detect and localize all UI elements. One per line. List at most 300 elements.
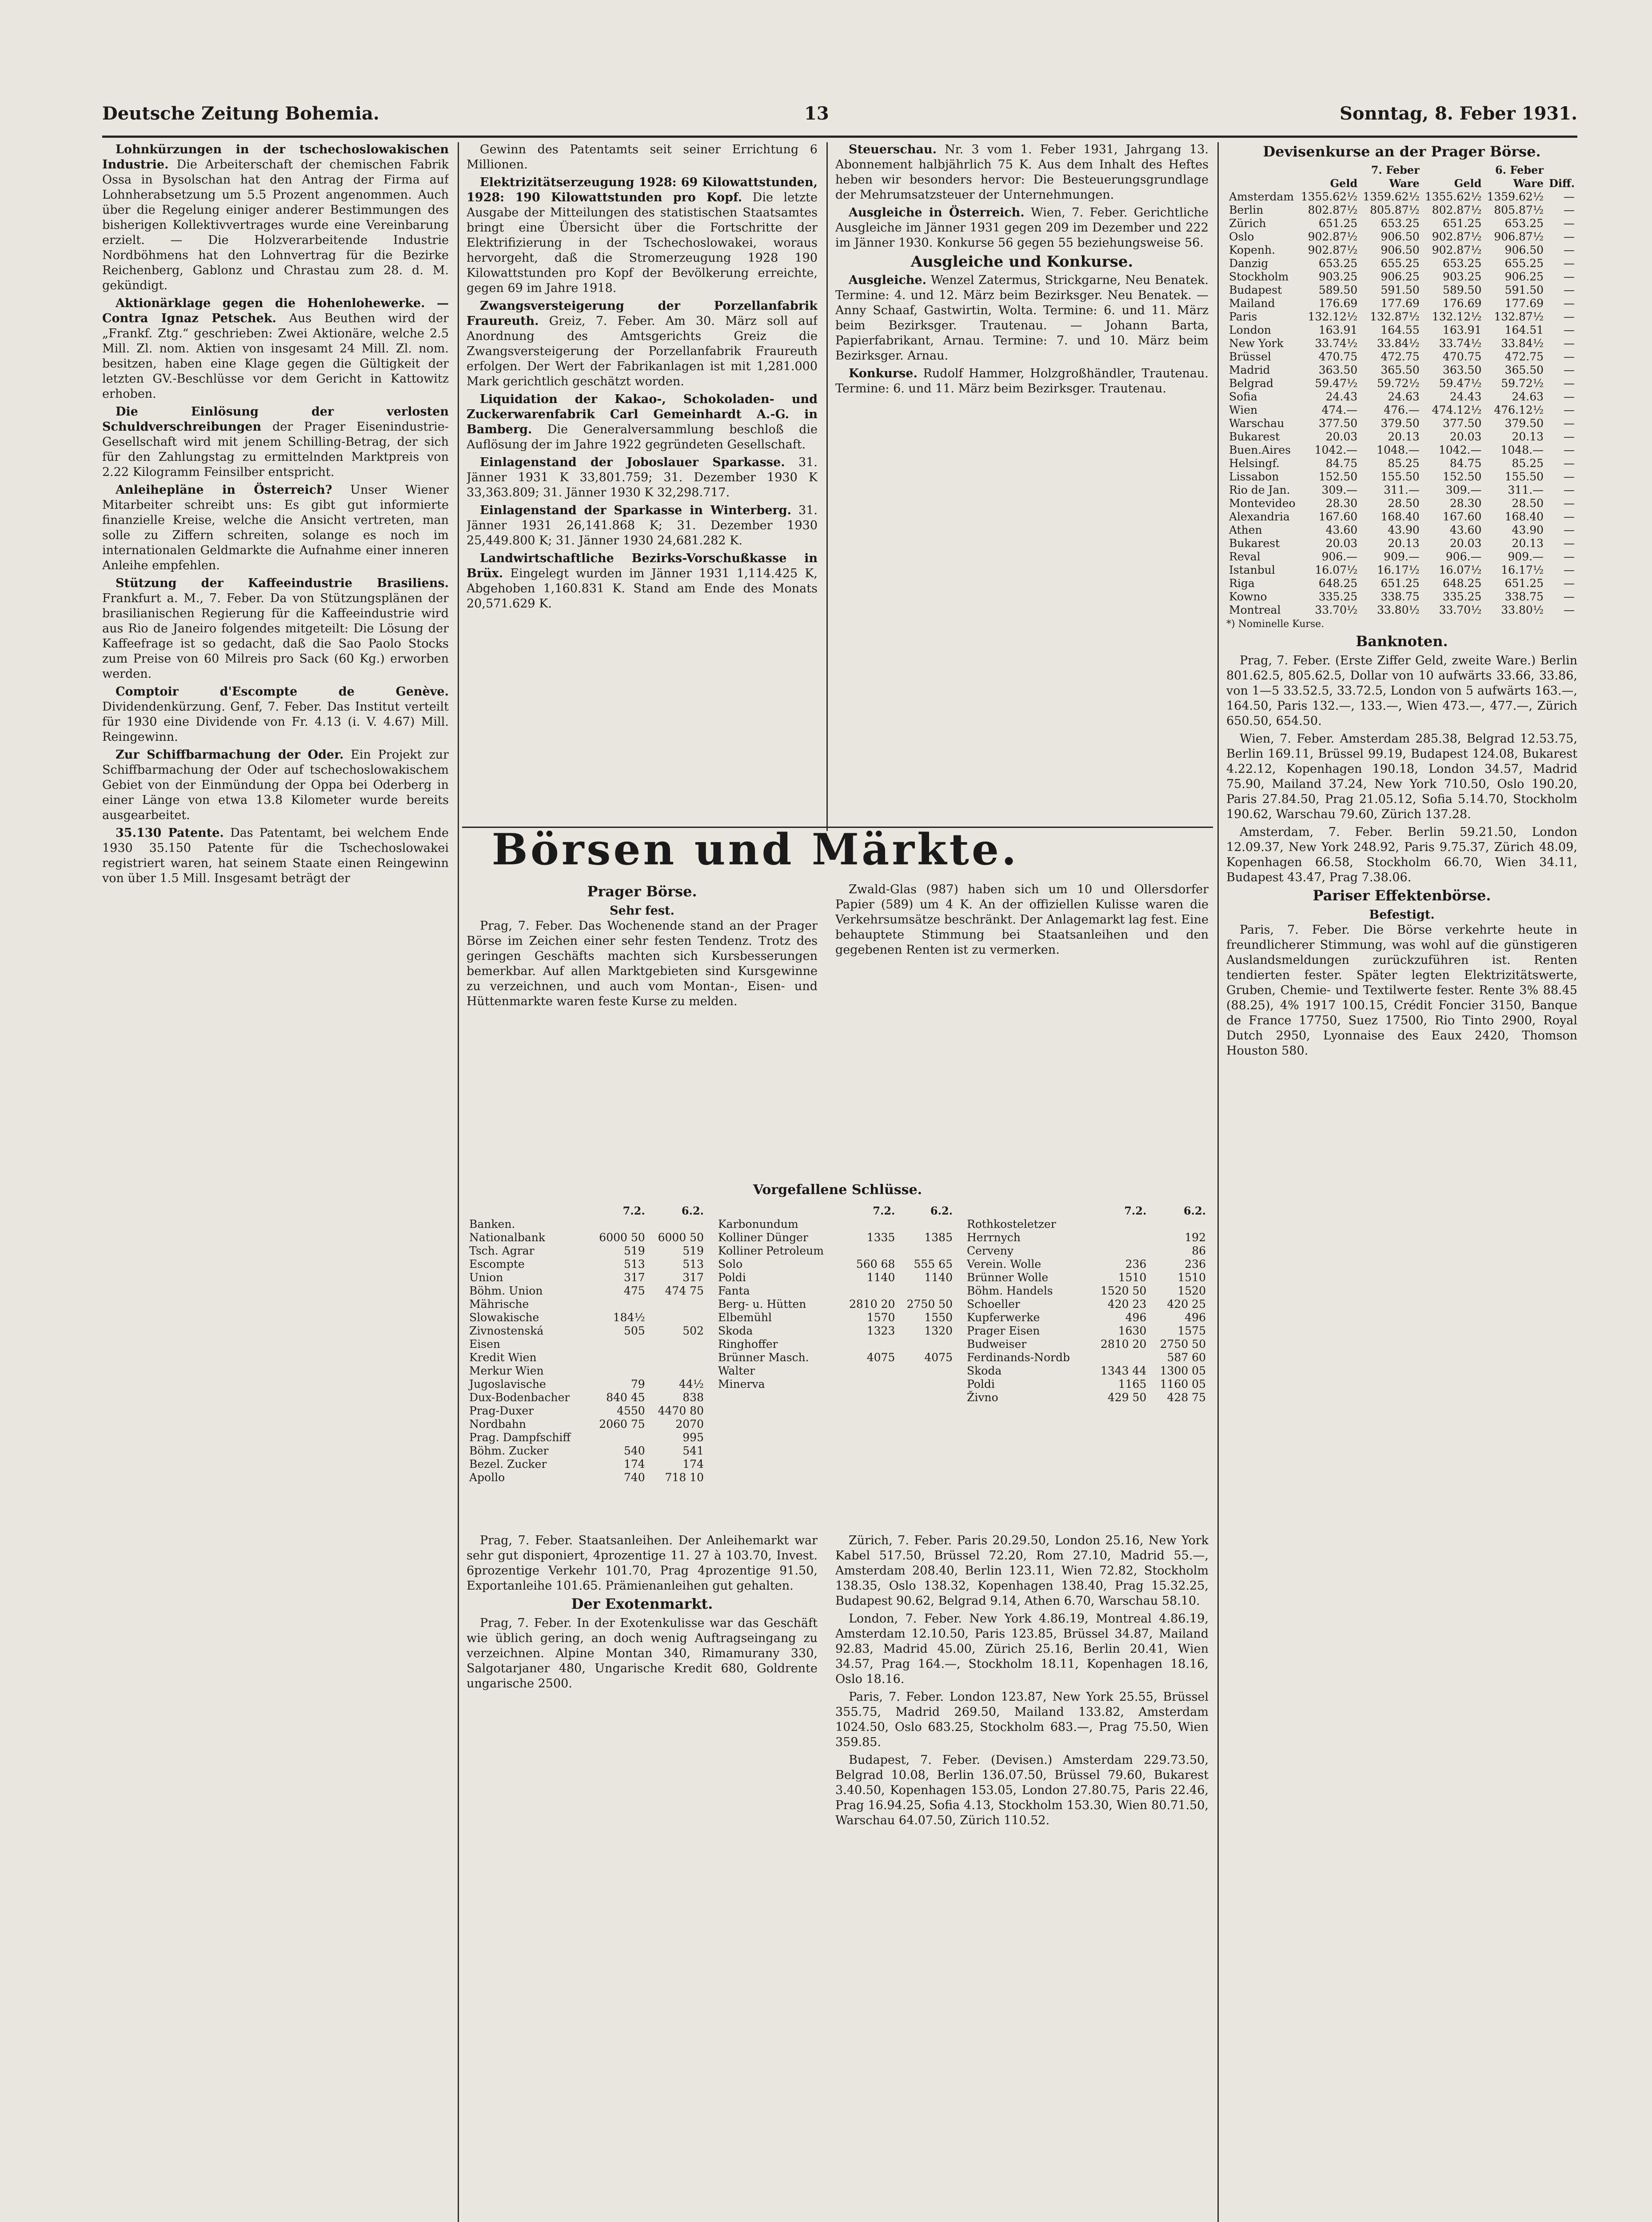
table-cell: Sofia xyxy=(1229,390,1257,403)
table-cell: 33.74½ xyxy=(1439,337,1482,350)
stock-table-a xyxy=(467,1204,706,1524)
table-cell: 2750 50 xyxy=(906,1298,953,1311)
table-cell: 33.70½ xyxy=(1315,603,1358,616)
table-cell: 1630 xyxy=(1118,1324,1147,1337)
table-cell: 152.50 xyxy=(1442,470,1482,483)
table-cell: — xyxy=(1564,470,1575,483)
table-cell: 377.50 xyxy=(1318,417,1358,430)
table-row xyxy=(964,1391,1209,1404)
table-row xyxy=(467,1431,706,1444)
table-cell: 164.51 xyxy=(1504,324,1544,336)
table-cell: London xyxy=(1229,324,1271,336)
table-cell: 2070 xyxy=(675,1418,704,1431)
column-1 xyxy=(102,142,449,2222)
table-row xyxy=(1226,404,1577,417)
table-cell: 6000 50 xyxy=(599,1231,645,1244)
table-cell: 174 xyxy=(623,1458,645,1471)
article-heading: Elektrizitätserzeugung 1928: 69 Kilowattstunden, 1928: 190 Kilowattstunden pro Kopf. xyxy=(467,176,818,204)
table-row xyxy=(1226,590,1577,603)
table-cell: 132.87½ xyxy=(1494,310,1544,323)
table-header xyxy=(715,1204,840,1218)
table-cell: Böhm. Zucker xyxy=(469,1444,549,1457)
table-cell: 24.43 xyxy=(1325,390,1358,403)
article-heading: Steuerschau. xyxy=(849,143,937,156)
column-rule xyxy=(1217,142,1219,2222)
table-cell xyxy=(648,1364,706,1378)
table-cell: Budapest xyxy=(1229,284,1282,296)
table-cell: 43.90 xyxy=(1388,524,1420,536)
table-cell: Istanbul xyxy=(1229,563,1275,576)
table-header xyxy=(467,1204,589,1218)
header-rule xyxy=(102,136,1577,138)
article-text: Prag, 7. Feber. Das Wochenende stand an der Prager Börse im Zeichen einer sehr festen Tendenz. Trotz des geringen Geschäfts machten sich Kursbesserungen bemerkbar. Auf allen Marktgebieten sind Kursgewinne zu verzeichnen, und auch vom Montan-, Eisen- und Hüttenmarkte waren feste Kurse zu melden. xyxy=(467,919,818,1008)
table-row xyxy=(1226,550,1577,563)
table-header: 7.2. xyxy=(1124,1204,1147,1217)
boerse-right xyxy=(835,882,1209,1175)
table-cell: Böhm. Handels xyxy=(967,1284,1053,1297)
column-rule xyxy=(458,142,459,2222)
table-cell: 1510 xyxy=(1177,1271,1206,1284)
table-cell: Stockholm xyxy=(1229,270,1289,283)
table-cell: Montreal xyxy=(1229,603,1281,616)
table-cell: 85.25 xyxy=(1388,457,1420,470)
banner-title: Börsen und Märkte. xyxy=(491,824,1019,875)
lower-left-2 xyxy=(467,1533,818,2222)
article-text: Unser Wiener Mitarbeiter schreibt uns: Es gibt gut informierte finanzielle Kreise, welche die Ansicht vertreten, man solle zu Ziffern schreiten, solange es noch im internationalen Geldmarkte die Aufnahme einer inneren Anleihe empfehlen. xyxy=(102,483,449,572)
article-heading: Ausgleiche. xyxy=(849,273,926,287)
table-cell: 20.13 xyxy=(1512,430,1544,443)
table-cell: — xyxy=(1564,364,1575,376)
table-cell: 236 xyxy=(1125,1258,1147,1271)
table-cell: 16.17½ xyxy=(1377,563,1420,576)
table-cell: 472.75 xyxy=(1504,350,1544,363)
table-cell: 16.07½ xyxy=(1439,563,1482,576)
table-cell: Minerva xyxy=(718,1378,765,1391)
table-cell: 59.72½ xyxy=(1501,377,1544,390)
table-row xyxy=(467,1258,706,1271)
table-row xyxy=(1226,377,1577,390)
article-heading: Stützung der Kaffeeindustrie Brasiliens. xyxy=(116,576,449,590)
paper-title: Deutsche Zeitung Bohemia. xyxy=(102,103,379,124)
table-cell: 653.25 xyxy=(1381,217,1420,230)
table-row xyxy=(715,1298,955,1311)
table-row xyxy=(1226,257,1577,270)
table-cell: 906.50 xyxy=(1504,244,1544,256)
table-row xyxy=(1226,324,1577,337)
table-row xyxy=(964,1311,1209,1324)
table-cell: 651.25 xyxy=(1504,577,1544,590)
table-row xyxy=(964,1324,1209,1338)
table-cell: 496 xyxy=(1185,1311,1206,1324)
table-cell: 84.75 xyxy=(1325,457,1358,470)
table-header: 6.2. xyxy=(681,1204,704,1217)
table-cell: 33.80½ xyxy=(1377,603,1420,616)
table-cell: 589.50 xyxy=(1442,284,1482,296)
table-row xyxy=(1226,244,1577,257)
table-cell: 377.50 xyxy=(1442,417,1482,430)
table-row xyxy=(715,1351,955,1364)
table-cell: Bukarest xyxy=(1229,537,1280,550)
table-row xyxy=(467,1444,706,1458)
table-cell xyxy=(589,1338,647,1351)
table-cell xyxy=(648,1298,706,1311)
table-cell: 20.13 xyxy=(1388,430,1420,443)
section-heading: Ausgleiche und Konkurse. xyxy=(910,253,1133,271)
issue-date: Sonntag, 8. Feber 1931. xyxy=(1340,103,1577,124)
table-cell: — xyxy=(1564,284,1575,296)
article-heading: Die Einlösung der verlosten Schuldverschreibungen xyxy=(102,405,449,434)
table-cell xyxy=(840,1364,898,1378)
article-text: Frankfurt a. M., 7. Feber. Da von Stützungsplänen der brasilianischen Regierung für die Kaffeeindustrie wird aus Rio de Janeiro folgendes mitgeteilt: Die Lösung der Kaffeefrage ist so gedacht, daß die Sao Paolo Stocks zum Preise von 60 Milreis pro Sack (60 Kg.) erworben werden. xyxy=(102,591,449,681)
table-cell: 20.13 xyxy=(1388,537,1420,550)
table-cell: 1355.62½ xyxy=(1301,190,1358,203)
table-row xyxy=(1226,217,1577,230)
table-cell: 4550 xyxy=(617,1404,645,1417)
table-cell: 365.50 xyxy=(1504,364,1544,376)
table-row xyxy=(964,1258,1209,1271)
paris-title: Pariser Effektenbörse. xyxy=(1313,887,1491,904)
table-cell: 505 xyxy=(623,1324,645,1337)
table-cell: Madrid xyxy=(1229,364,1270,376)
article-heading: Einlagenstand der Joboslauer Sparkasse. xyxy=(480,456,785,469)
table-cell: 192 xyxy=(1185,1231,1206,1244)
table-cell: 513 xyxy=(682,1258,704,1271)
table-cell: 909.— xyxy=(1508,550,1544,563)
article-text: Wenzel Zatermus, Strickgarne, Neu Benatek. Termine: 4. und 12. März beim Bezirksger. Neu Benatek. — Anny Schaaf, Gastwirtin, Wolta. Termine: 6. und 11. März beim Bezirksger. Trautenau. — Johann Barta, Papierfabrikant, Arnau. Termine: 7. und 10. März beim Bezirksger. Arnau. xyxy=(835,273,1209,363)
table-cell: Montevideo xyxy=(1229,497,1296,510)
table-cell: Athen xyxy=(1229,524,1262,536)
table-row xyxy=(1226,337,1577,350)
table-cell: 20.13 xyxy=(1512,537,1544,550)
table-cell: 363.50 xyxy=(1442,364,1482,376)
table-cell: — xyxy=(1564,590,1575,603)
table-cell: 1048.— xyxy=(1500,444,1544,456)
table-row xyxy=(964,1284,1209,1298)
table-cell xyxy=(840,1284,898,1298)
table-row xyxy=(467,1404,706,1418)
table-cell: — xyxy=(1564,444,1575,456)
table-cell xyxy=(1149,1218,1209,1231)
table-cell: — xyxy=(1564,484,1575,496)
table-cell: 1520 50 xyxy=(1100,1284,1147,1297)
table-cell: Poldi xyxy=(718,1271,746,1284)
table-cell: Herrnych xyxy=(967,1231,1021,1244)
table-cell: Nordbahn xyxy=(469,1418,526,1431)
table-cell: Berlin xyxy=(1229,204,1264,216)
article-heading: Konkurse. xyxy=(849,367,918,380)
note: *) Nominelle Kurse. xyxy=(1226,619,1325,630)
table-cell: — xyxy=(1564,230,1575,243)
table-cell: 1140 xyxy=(866,1271,895,1284)
table-cell: 28.50 xyxy=(1388,497,1420,510)
article-text: Aus Beuthen wird der „Frankf. Ztg.“ geschrieben: Zwei Aktionäre, welche 2.5 Mill. Zl. nom. Aktien von insgesamt 24 Mill. Zl. nom. besitzen, haben eine Klage gegen die Gültigkeit der letzten GV.-Beschlüsse vor dem Gericht in Kattowitz erhoben. xyxy=(102,312,449,401)
table-cell: 1140 xyxy=(924,1271,953,1284)
table-cell: 740 xyxy=(623,1471,645,1484)
table-cell: 472.75 xyxy=(1381,350,1420,363)
table-row xyxy=(964,1271,1209,1284)
table-cell: — xyxy=(1564,217,1575,230)
table-cell: Brünner Wolle xyxy=(967,1271,1049,1284)
table-cell: 2750 50 xyxy=(1160,1338,1206,1351)
table-cell: 540 xyxy=(623,1444,645,1457)
table-cell: Ringhoffer xyxy=(718,1338,778,1351)
table-cell: — xyxy=(1564,404,1575,416)
table-cell: Oslo xyxy=(1229,230,1254,243)
table-cell: 906.— xyxy=(1445,550,1482,563)
table-cell: 177.69 xyxy=(1504,297,1544,310)
table-cell xyxy=(840,1218,898,1231)
table-row xyxy=(1226,230,1577,244)
table-cell: 335.25 xyxy=(1318,590,1358,603)
table-cell: 379.50 xyxy=(1381,417,1420,430)
table-row xyxy=(1226,563,1577,577)
table-cell: 1343 44 xyxy=(1100,1364,1147,1377)
table-row xyxy=(715,1364,955,1378)
table-cell: 909.— xyxy=(1384,550,1420,563)
table-cell: 470.75 xyxy=(1318,350,1358,363)
article-heading: Comptoir d'Escompte de Genève. xyxy=(116,685,449,699)
table-row xyxy=(467,1458,706,1471)
table-cell xyxy=(898,1378,955,1391)
table-cell: Berg- u. Hütten xyxy=(718,1298,806,1311)
table-header xyxy=(1226,177,1298,190)
table-cell: 653.25 xyxy=(1318,257,1358,270)
article-text: Die letzte Ausgabe der Mitteilungen des statistischen Staatsamtes bringt eine Übersicht über die Fortschritte der Elektrifizierung in der Tschechoslowakei, woraus hervorgeht, daß die Stromerzeugung 1928 190 Kilowattstunden pro Kopf der Bevölkerung erreichte, gegen 69 im Jahre 1918. xyxy=(467,191,818,295)
article-text: Paris, 7. Feber. London 123.87, New York 25.55, Brüssel 355.75, Madrid 269.50, Mailand 133.82, Amsterdam 1024.50, Oslo 683.25, Stockholm 683.—, Prag 75.50, Wien 359.85. xyxy=(835,1690,1209,1749)
table-cell: — xyxy=(1564,297,1575,310)
table-cell: Prag. Dampfschiff xyxy=(469,1431,571,1444)
table-cell: 365.50 xyxy=(1381,364,1420,376)
table-cell: Prager Eisen xyxy=(967,1324,1040,1337)
column-3 xyxy=(835,142,1209,822)
table-cell: 995 xyxy=(682,1431,704,1444)
table-cell: — xyxy=(1564,510,1575,523)
table-cell: 591.50 xyxy=(1381,284,1420,296)
table-row xyxy=(1226,444,1577,457)
article-text: Die Generalversammlung beschloß die Auflösung der im Jahre 1922 gegründeten Gesellschaft. xyxy=(467,423,818,452)
table-cell: 902.87½ xyxy=(1432,230,1482,243)
table-cell: 651.25 xyxy=(1318,217,1358,230)
table-row xyxy=(1226,430,1577,444)
table-cell: 1048.— xyxy=(1377,444,1420,456)
table-cell: Skoda xyxy=(718,1324,753,1337)
table-row xyxy=(1226,457,1577,470)
table-cell xyxy=(589,1218,647,1231)
article-text: Das Patentamt, bei welchem Ende 1930 35.150 Patente für die Tschechoslowakei registriert waren, hat seinem Staate einen Reingewinn von über 1.5 Mill. Insgesamt beträgt der xyxy=(102,826,449,885)
table-cell: 519 xyxy=(623,1244,645,1257)
table-row xyxy=(964,1378,1209,1391)
table-row xyxy=(467,1324,706,1338)
table-cell: 902.87½ xyxy=(1432,244,1482,256)
table-cell: 903.25 xyxy=(1318,270,1358,283)
table-cell: 496 xyxy=(1125,1311,1147,1324)
table-cell: 4075 xyxy=(924,1351,953,1364)
table-cell: 132.12½ xyxy=(1432,310,1482,323)
table-cell: Jugoslavische xyxy=(469,1378,546,1391)
table-cell: Böhm. Union xyxy=(469,1284,543,1297)
table-row xyxy=(1226,204,1577,217)
table-cell: 335.25 xyxy=(1442,590,1482,603)
table-cell: 317 xyxy=(682,1271,704,1284)
table-row xyxy=(1226,297,1577,310)
table-cell: 43.90 xyxy=(1512,524,1544,536)
table-cell: 155.50 xyxy=(1381,470,1420,483)
table-title: Vorgefallene Schlüsse. xyxy=(753,1182,922,1198)
table-row xyxy=(467,1338,706,1351)
table-cell xyxy=(1090,1351,1149,1364)
table-row xyxy=(1226,310,1577,324)
table-cell: 906.50 xyxy=(1381,244,1420,256)
table-cell xyxy=(898,1218,955,1231)
table-cell: Riga xyxy=(1229,577,1255,590)
table-cell xyxy=(648,1218,706,1231)
table-cell: 16.07½ xyxy=(1315,563,1358,576)
table-cell: 28.30 xyxy=(1449,497,1482,510)
page-number: 13 xyxy=(804,103,829,124)
table-row xyxy=(1226,390,1577,404)
table-cell: Brünner Masch. xyxy=(718,1351,809,1364)
table-cell: Helsingf. xyxy=(1229,457,1280,470)
table-cell: — xyxy=(1564,563,1575,576)
table-cell: Amsterdam xyxy=(1229,190,1294,203)
table-cell: 28.30 xyxy=(1325,497,1358,510)
table-cell xyxy=(648,1338,706,1351)
table-row xyxy=(715,1244,955,1258)
table-cell: — xyxy=(1564,577,1575,590)
article-heading: Anleihepläne in Österreich? xyxy=(116,483,332,497)
article-heading: Lohnkürzungen in der tschechoslowakischen Industrie. xyxy=(102,143,449,172)
table-cell: Buen.Aires xyxy=(1229,444,1291,456)
table-cell: 651.25 xyxy=(1381,577,1420,590)
table-cell: Paris xyxy=(1229,310,1257,323)
table-cell: 379.50 xyxy=(1504,417,1544,430)
table-cell: 59.47½ xyxy=(1315,377,1358,390)
table-cell: Alexandria xyxy=(1229,510,1290,523)
stock-table-c xyxy=(964,1204,1209,1524)
table-cell: — xyxy=(1564,337,1575,350)
table-cell: Wien xyxy=(1229,404,1258,416)
table-cell: 651.25 xyxy=(1442,217,1482,230)
table-row xyxy=(715,1258,955,1271)
table-cell: Budweiser xyxy=(967,1338,1027,1351)
table-header: Geld xyxy=(1454,177,1482,190)
article-text: London, 7. Feber. New York 4.86.19, Montreal 4.86.19, Amsterdam 12.10.50, Paris 123.85, Brüssel 34.87, Mailand 92.83, Madrid 45.00, Zürich 25.16, Berlin 20.41, Wien 34.57, Prag 164.—, Stockholm 18.11, Kopenhagen 18.16, Oslo 18.16. xyxy=(835,1612,1209,1686)
table-cell: Mährische xyxy=(469,1298,529,1311)
table-cell: — xyxy=(1564,324,1575,336)
table-row xyxy=(715,1338,955,1351)
table-cell xyxy=(648,1351,706,1364)
table-cell: 429 50 xyxy=(1107,1391,1147,1404)
table-cell: 906.— xyxy=(1321,550,1358,563)
table-cell: 168.40 xyxy=(1381,510,1420,523)
table-cell: 20.03 xyxy=(1325,430,1358,443)
table-cell: 363.50 xyxy=(1318,364,1358,376)
article-text: Prag, 7. Feber. In der Exotenkulisse war das Geschäft wie üblich gering, an doch wenig Auftragseingang zu verzeichnen. Alpine Montan 340, Rimamurany 330, Salgotarjaner 480, Ungarische Kredit 680, Goldrente ungarische 2500. xyxy=(467,1616,818,1690)
table-cell: 20.03 xyxy=(1449,537,1482,550)
table-row xyxy=(1226,603,1577,617)
article-heading: 35.130 Patente. xyxy=(116,826,224,840)
table-header: Diff. xyxy=(1549,177,1575,190)
table-cell: 655.25 xyxy=(1381,257,1420,270)
table-cell: 164.55 xyxy=(1381,324,1420,336)
table-cell: 541 xyxy=(682,1444,704,1457)
table-row xyxy=(1226,524,1577,537)
table-row xyxy=(964,1244,1209,1258)
table-cell: New York xyxy=(1229,337,1284,350)
table-cell: 168.40 xyxy=(1504,510,1544,523)
table-row xyxy=(964,1218,1209,1231)
table-row xyxy=(1226,537,1577,550)
table-cell: — xyxy=(1564,603,1575,616)
lower-right-3 xyxy=(835,1533,1209,2222)
table-cell: 560 68 xyxy=(856,1258,895,1271)
table-cell: — xyxy=(1564,390,1575,403)
table-cell: Schoeller xyxy=(967,1298,1020,1311)
table-cell: 132.12½ xyxy=(1308,310,1358,323)
table-cell: 155.50 xyxy=(1504,470,1544,483)
table-cell: 317 xyxy=(623,1271,645,1284)
table-cell: 906.87½ xyxy=(1494,230,1544,243)
table-cell: Apollo xyxy=(469,1471,505,1484)
table-row xyxy=(1226,284,1577,297)
table-cell: 655.25 xyxy=(1504,257,1544,270)
table-cell: 86 xyxy=(1192,1244,1206,1257)
article-heading: Liquidation der Kakao-, Schokoladen- und Zuckerwarenfabrik Carl Gemeinhardt A.-G. in Bamberg. xyxy=(467,392,818,436)
table-header xyxy=(964,1204,1090,1218)
table-cell: 519 xyxy=(682,1244,704,1257)
table-cell: 152.50 xyxy=(1318,470,1358,483)
table-cell: 1355.62½ xyxy=(1425,190,1482,203)
table-row xyxy=(964,1231,1209,1244)
table-cell: 902.87½ xyxy=(1308,230,1358,243)
table-cell: Walter xyxy=(718,1364,755,1377)
table-cell: 805.87½ xyxy=(1370,204,1420,216)
table-cell: 28.50 xyxy=(1512,497,1544,510)
article-text: Amsterdam, 7. Feber. Berlin 59.21.50, London 12.09.37, New York 248.92, Paris 9.75.37, Zürich 48.09, Kopenhagen 66.58, Stockholm 66.70, Wien 34.11, Budapest 43.47, Prag 7.38.06. xyxy=(1226,825,1577,884)
table-header: Ware xyxy=(1513,177,1544,190)
table-cell xyxy=(898,1338,955,1351)
table-cell: Prag-Duxer xyxy=(469,1404,534,1417)
table-cell: 587 60 xyxy=(1167,1351,1206,1364)
table-cell: 33.84½ xyxy=(1501,337,1544,350)
table-cell: Karbonundum xyxy=(718,1218,798,1231)
table-cell xyxy=(840,1244,898,1258)
table-cell: 474 75 xyxy=(665,1284,704,1297)
table-cell: 59.47½ xyxy=(1439,377,1482,390)
table-cell: 474.12½ xyxy=(1432,404,1482,416)
table-cell: Brüssel xyxy=(1229,350,1271,363)
table-header: Geld xyxy=(1330,177,1358,190)
article-text: Prag, 7. Feber. Staatsanleihen. Der Anleihemarkt war sehr gut disponiert, 4prozentige 11. 27 à 103.70, Invest. 6prozentige Verkehr 101.70, Prag 4prozentige 91.50, Exportanleihe 101.65. Prämienanleihen gut gehalten. xyxy=(467,1534,818,1593)
table-cell: Kolliner Petroleum xyxy=(718,1244,824,1257)
table-cell xyxy=(898,1284,955,1298)
article-text: 31. Jänner 1931 26,141.868 K; 31. Dezember 1930 25,449.800 K; 31. Jänner 1930 24,681.282 K. xyxy=(467,504,818,548)
table-cell: Zürich xyxy=(1229,217,1266,230)
table-cell: Poldi xyxy=(967,1378,995,1391)
table-cell xyxy=(1090,1218,1149,1231)
table-cell: 476.— xyxy=(1384,404,1420,416)
table-cell xyxy=(648,1311,706,1324)
table-row xyxy=(1226,497,1577,510)
boerse-left xyxy=(467,882,818,1175)
article-text: Paris, 7. Feber. Die Börse verkehrte heute in freundlicherer Stimmung, was wohl auf die günstigeren Auslandsmeldungen zurückzuführen ist. Renten tendierten fester. Später legten Elektrizitätswerte, Gruben, Chemie- und Textilwerte fester. Rente 3% 88.45 (88.25), 4% 1917 100.15, Crédit Foncier 3150, Banque de France 17750, Suez 17500, Rio Tinto 2900, Royal Dutch 2950, Lyonnaise des Eaux 2420, Thomson Houston 580. xyxy=(1226,923,1577,1058)
table-cell xyxy=(589,1298,647,1311)
table-cell: Merkur Wien xyxy=(469,1364,544,1377)
table-cell xyxy=(840,1378,898,1391)
table-cell: Dux-Bodenbacher xyxy=(469,1391,570,1404)
table-cell: 1510 xyxy=(1118,1271,1147,1284)
table-cell xyxy=(589,1351,647,1364)
